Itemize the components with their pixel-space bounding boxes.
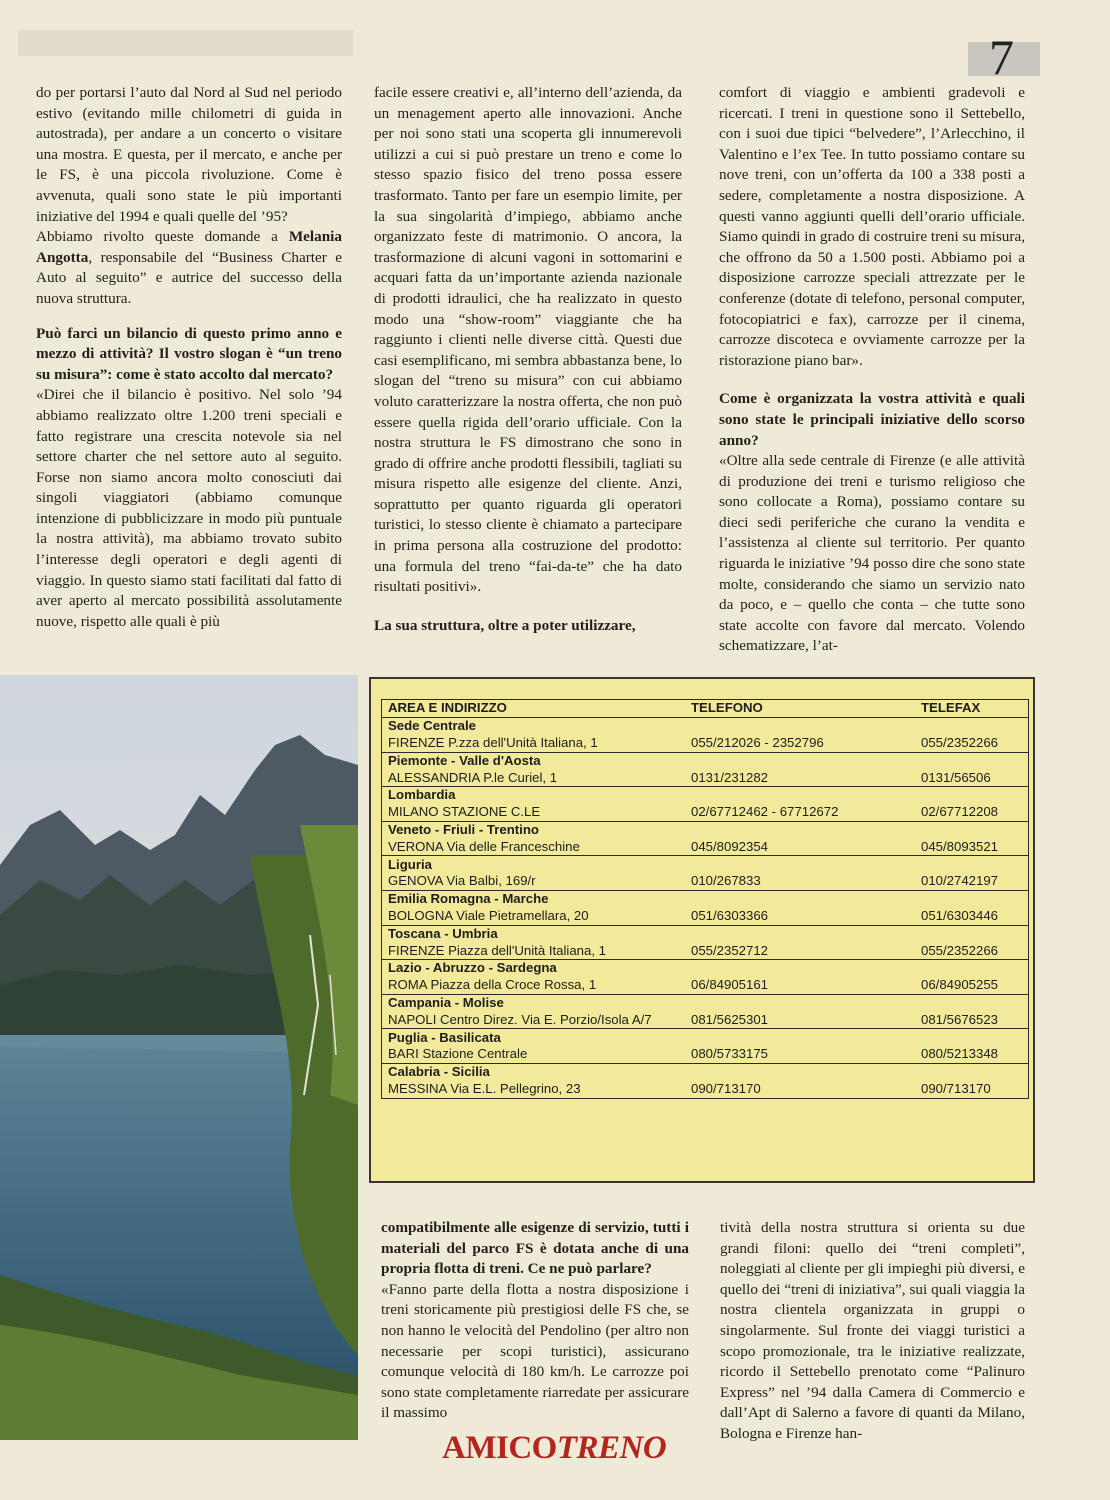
office-directory-box <box>369 677 1035 1183</box>
office-fax: 055/2352266 <box>921 942 999 958</box>
office-phone: 0131/231282 <box>691 769 769 785</box>
office-phone: 080/5733175 <box>691 1046 769 1062</box>
question: Può farci un bilancio di questo primo anno e mezzo di attività? Il vostro slogan è “un treno su misura”: come è stato accolto dal mercato? <box>36 324 342 383</box>
column-2 <box>374 83 682 636</box>
table-region-row <box>382 821 1028 839</box>
region-name: Liguria <box>388 856 432 872</box>
column-3 <box>719 83 1025 657</box>
table-row <box>382 908 1028 925</box>
table-row <box>382 943 1028 960</box>
office-phone: 045/8092354 <box>691 838 769 854</box>
office-phone: 081/5625301 <box>691 1011 769 1027</box>
question: compatibilmente alle esigenze di servizio, tutti i materiali del parco FS è dotata anche di una propria flotta di treni. Ce ne può parlare? <box>381 1219 689 1278</box>
office-phone: 055/2352712 <box>691 942 769 958</box>
lake-photo <box>0 675 358 1440</box>
table-row <box>382 977 1028 994</box>
office-phone: 010/267833 <box>691 873 761 889</box>
office-fax: 081/5676523 <box>921 1011 999 1027</box>
office-address: VERONA Via delle Franceschine <box>388 838 580 854</box>
question: Come è organizzata la vostra attività e quali sono state le principali iniziative dello scorso anno? <box>719 390 1025 449</box>
office-fax: 051/6303446 <box>921 907 999 923</box>
answer: «Oltre alla sede centrale di Firenze (e alle attività di produzione dei treni e turismo religioso che sono collocate a Roma), possiamo contare su dieci sedi periferiche che curano la vendita e l’assistenza al cliente sul territorio. Per quanto riguarda le iniziative ’94 posso dire che sono state molte, considerando che siamo un servizio nato da poco, e – quello che conta – che tutte sono state accolte con favore dal mercato. Volendo schematizzare, l’at- <box>719 452 1025 655</box>
paragraph: tività della nostra struttura si orienta su due grandi filoni: quello dei “treni completi”, noleggiati al cliente per gli impieghi più diversi, e quello dei “treni di iniziativa”, sui quali viaggia la nostra clientela organizzata in gruppi o singolarmente. Sul fronte dei viaggi turistici a scopo promozionale, tra le iniziative realizzate, ricordo il Settebello prenotato come “Palinuro Express” nel ’94 dalla Camera di Commercio e dall’Apt di Salerno a favore di quanti da Milano, Bologna e Firenze han- <box>720 1219 1025 1442</box>
office-fax: 090/713170 <box>921 1080 991 1096</box>
region-name: Emilia Romagna - Marche <box>388 891 549 907</box>
office-address: BARI Stazione Centrale <box>388 1046 528 1062</box>
office-fax: 045/8093521 <box>921 838 999 854</box>
region-name: Veneto - Friuli - Trentino <box>388 821 539 837</box>
office-address: NAPOLI Centro Direz. Via E. Porzio/Isola A/7 <box>388 1011 652 1027</box>
table-region-row <box>382 1063 1028 1081</box>
table-row <box>382 839 1028 856</box>
table-header <box>382 700 1028 718</box>
office-phone: 02/67712462 - 67712672 <box>691 804 839 820</box>
office-address: MESSINA Via E.L. Pellegrino, 23 <box>388 1080 581 1096</box>
table-row <box>382 804 1028 821</box>
office-address: ROMA Piazza della Croce Rossa, 1 <box>388 977 597 993</box>
office-address: GENOVA Via Balbi, 169/r <box>388 873 536 889</box>
column-4 <box>381 1218 689 1424</box>
masthead-logo: AMICOTRENO <box>442 1430 667 1466</box>
table-row <box>382 1012 1028 1029</box>
table-row <box>382 873 1028 890</box>
paragraph: Abbiamo rivolto queste domande a Melania Angotta, responsabile del “Business Charter e Auto al seguito” e autrice del successo della nuova struttura. <box>36 228 342 307</box>
office-address: BOLOGNA Viale Pietramellara, 20 <box>388 907 589 923</box>
header-area: AREA E INDIRIZZO <box>388 700 507 716</box>
paragraph: comfort di viaggio e ambienti gradevoli e ricercati. I treni in questione sono il Settebello, con i suoi due tipici “belvedere”, l’Arlecchino, il Valentino e l’ex Tee. In tutto possiamo contare su nove treni, con un’offerta da 100 a 338 posti a sedere, completamente a nostra disposizione. A questi vanno aggiunti quelli dell’orario ufficiale. Siamo quindi in grado di costruire treni su misura, che offrono da 50 a 1.500 posti. Abbiamo poi a disposizione carrozze speciali attrezzate per le conferenze (dotate di telefono, personal computer, fotocopiatrici e fax), carrozze per il cinema, carrozze discoteca e ovviamente carrozze per la ristorazione piano bar». <box>719 84 1025 369</box>
header-phone: TELEFONO <box>691 700 763 716</box>
region-name: Toscana - Umbria <box>388 925 498 941</box>
office-phone: 051/6303366 <box>691 907 769 923</box>
paragraph: do per portarsi l’auto dal Nord al Sud nel periodo estivo (evitando mille chilometri di guida in autostrada), per andare a un concerto o visitare una mostra. E questa, per il mercato, e anche per le FS, è una piccola rivoluzione. Come è avvenuta, quali sono state le più importanti iniziative del 1994 e quali quelle del ’95? <box>36 84 342 225</box>
page-number: 7 <box>989 29 1014 85</box>
office-fax: 02/67712208 <box>921 804 999 820</box>
column-1 <box>36 83 342 632</box>
office-fax: 010/2742197 <box>921 873 999 889</box>
table-region-row <box>382 752 1028 770</box>
interviewee-name: Melania Angotta <box>36 228 342 266</box>
table-region-row <box>382 890 1028 908</box>
table-region-row <box>382 994 1028 1012</box>
table-row <box>382 735 1028 752</box>
page-number-tab <box>968 29 1040 85</box>
table-region-row <box>382 855 1028 873</box>
header-fax: TELEFAX <box>921 700 981 716</box>
office-fax: 080/5213348 <box>921 1046 999 1062</box>
table-region-row <box>382 959 1028 977</box>
office-phone: 090/713170 <box>691 1080 761 1096</box>
header-band <box>18 30 353 56</box>
office-phone: 06/84905161 <box>691 977 769 993</box>
table-region-row <box>382 718 1028 735</box>
region-name: Puglia - Basilicata <box>388 1029 501 1045</box>
office-address: ALESSANDRIA P.le Curiel, 1 <box>388 769 558 785</box>
region-name: Lombardia <box>388 787 456 803</box>
table-row <box>382 1046 1028 1063</box>
table-region-row <box>382 1028 1028 1046</box>
table-row <box>382 1081 1028 1098</box>
region-name: Piemonte - Valle d'Aosta <box>388 752 541 768</box>
region-name: Campania - Molise <box>388 994 504 1010</box>
office-address: FIRENZE P.zza dell'Unità Italiana, 1 <box>388 735 598 750</box>
paragraph: facile essere creativi e, all’interno dell’azienda, da un menagement aperto alle innovazioni. Anche per noi sono stati una scoperta gli innumerevoli utilizzi a cui si può prestare un treno e come lo stesso spazio fisico del treno possa essere trasformato. Tanto per fare un esempio limite, per la sua singolarità d’impiego, abbiamo anche organizzato feste di matrimonio. O ancora, la trasformazione di alcuni vagoni in sottomarini e acquari fatta da un’importante azienda nazionale di prodotti idraulici, che ha realizzato in questo modo una “show-room” viaggiante che ha raggiunto i clienti nelle diverse città. Questi due casi esemplificano, mi sembra abbastanza bene, lo slogan del “treno su misura” con cui abbiamo voluto caratterizzare la nostra offerta, che non può essere quella rigida dell’orario ufficiale. Con la nostra struttura le FS dimostrano che sono in grado di offrire anche prodotti flessibili, tagliati su misura rispetto alle esigenze del cliente. Anzi, soprattutto per quanto riguarda gli operatori turistici, lo stesso cliente è chiamato a partecipare in prima persona alla costruzione del prodotto: una formula del treno “fai-da-te” che ha dato risultati positivi». <box>374 84 682 596</box>
region-name: Calabria - Sicilia <box>388 1064 490 1080</box>
office-fax: 0131/56506 <box>921 769 991 785</box>
table-row <box>382 770 1028 787</box>
office-directory-table <box>381 699 1029 1099</box>
office-address: FIRENZE Piazza dell'Unità Italiana, 1 <box>388 942 607 958</box>
answer: «Fanno parte della flotta a nostra disposizione i treni storicamente più prestigiosi delle FS che, se non hanno le velocità del Pendolino (per altro non necessarie per scopi turistici), assicurano comunque velocità di 180 km/h. Le carrozze poi sono state completamente riarredate per assicurare il massimo <box>381 1280 689 1422</box>
answer: «Direi che il bilancio è positivo. Nel solo ’94 abbiamo realizzato oltre 1.200 treni speciali e fatto registrare una crescita notevole sia nel settore charter che nel settore auto al seguito. Forse non siamo ancora molto conosciuti dai singoli viaggiatori (abbiamo comunque intenzione di pubblicizzare in modo più puntuale la nostra attività), ma abbiamo trovato subito l’interesse degli operatori e degli agenti di viaggio. In questo siamo stati facilitati dal fatto di aver aperto al mercato possibilità assolutamente nuove, rispetto alle quali è più <box>36 386 342 630</box>
question: La sua struttura, oltre a poter utilizzare, <box>374 616 636 634</box>
office-phone: 055/212026 - 2352796 <box>691 735 824 750</box>
region-name: Sede Centrale <box>388 718 476 734</box>
region-name: Lazio - Abruzzo - Sardegna <box>388 960 557 976</box>
table-region-row <box>382 925 1028 943</box>
office-address: MILANO STAZIONE C.LE <box>388 804 541 820</box>
office-fax: 06/84905255 <box>921 977 999 993</box>
office-fax: 055/2352266 <box>921 735 999 750</box>
column-5 <box>720 1218 1025 1445</box>
table-region-row <box>382 786 1028 804</box>
